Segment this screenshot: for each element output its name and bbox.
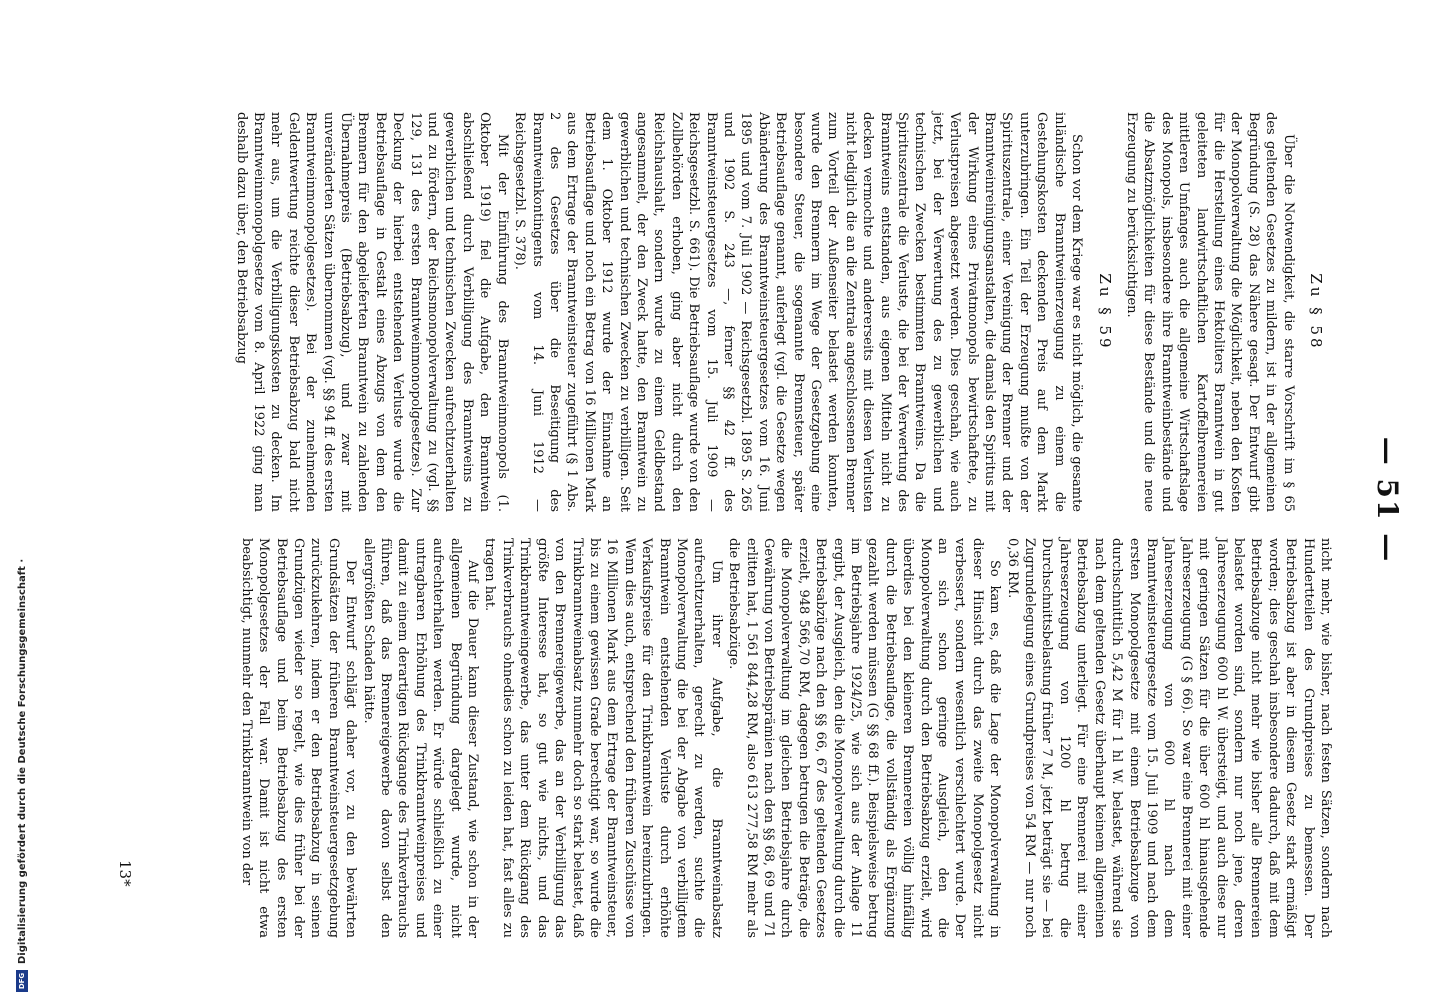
section-heading: Zu § 59 — [1095, 273, 1114, 351]
paragraph: So kam es, daß die Lage der Monopolverwaltung in dieser Hinsicht durch das zweite Monopolgesetz nicht verbessert, sondern wesentlich verschlechtert wurde. Der an sich schon geringe Ausgleich, den die Monopolverwaltung durch den Betriebsabzug erzielt, wird überdies bei den kleineren Brennereien völlig hinfällig durch die Betriebsauflage, die vollständig als Ergänzung gezahlt werden müssen (G §§ 68 ff.). Beispielsweise betrug im Betriebsjahre 1924/25, wie sich aus der Anlage 11 ergibt, der Ausgleich, den die Monopolverwaltung durch die Betriebsabzüge nach den §§ 66, 67 des geltenden Gesetzes erzielt, 948 566,70 RM, dagegen betrugen die Beträge, die die Monopolverwaltung im gleichen Betriebsjahre durch Gewährung von Betriebsprämien nach den §§ 68, 69 und 71 erlitten hat, 1 561 844,28 RM, also 613 277,58 RM mehr als die Betriebsabzüge. — [726, 538, 1003, 938]
right-column — [237, 538, 1334, 938]
digitization-credit — [14, 0, 30, 1000]
paragraph: Um ihrer Aufgabe, die Branntweinabsatz aufrechtzuerhalten, gerecht zu werden, suchte die Monopolverwaltung die bei der Abgabe von verbilligtem Branntwein entstehenden Verluste durch erhöhte Verkaufspreise für den Trinkbranntwein hereinzubringen. Wenn dies auch, entsprechend den früheren Zuschüsse von 16 Millionen Mark aus dem Ertrage der Branntweinsteuer, bis zu einem gewissen Grade berechtigt war, so wurde die Trinkbranntweinabsatz nunmehr doch so stark belastet, daß von den Brennereigewerbe, das an der Verbilligung das größte Interesse hat, so gut wie nichts, und das Trinkbranntweingewerbe, das unter dem Rückgang des Trinkverbrauchs ohnedies schon zu leiden hat, fast alles zu tragen hat. — [482, 538, 724, 938]
paragraph: Schon vor dem Kriege war es nicht möglich, die gesamte inländische Branntweinerzeugung zu einem die Gestehungskosten deckenden Preis auf dem Markt unterzubringen. Ein Teil der Erzeugung mußte von der Spirituszentrale, einer Vereinigung der Brenner und der Branntweinreinigungsanstalten, die damals den Spiritus mit der Wirkung eines Privatmonopols bewirtschaftete, zu Verlustpreisen abgesetzt werden. Dies geschah, wie auch jetzt, bei der Verwertung des zu gewerblichen und technischen Zwecken bestimmten Branntweins. Da die Spirituszentrale die Verluste, die bei der Verwertung des Branntweins entstanden, aus eigenen Mitteln nicht zu decken vermochte und andererseits mit diesen Verlusten nicht lediglich die an die Zentrale angeschlossenen Brenner zum Vorteil der Außenseiter belastet werden konnten, wurde den Brennern im Wege der Gesetzgebung eine besondere Steuer, die sogenannte Brennsteuer, später Betriebsauflage genannt, auferlegt (vgl. die Gesetze wegen Abänderung des Branntweinsteuergesetzes vom 16. Juni 1895 und vom 7. Juli 1902 — Reichsgesetzbl. 1895 S. 265 und 1902 S. 243 —, ferner §§ 42 ff. des Branntweinsteuergesetzes vom 15. Juli 1909 — Reichsgesetzbl. S. 661). Die Betriebsauflage wurde von den Zollbehörden erhoben, ging aber nicht durch den Reichshaushalt, sondern wurde zu einem Geldbestand angesammelt, der den Zweck hatte, den Branntwein zu gewerblichen und technischen Zwecken zu verbilligen. Seit dem 1. Oktober 1912 wurde der Einnahme an Betriebsauflage und noch ein Betrag von 16 Millionen Mark aus dem Ertrage der Branntweinsteuer zugeführt (§ 1 Abs. 2 des Gesetzes über die Beseitigung des Branntweinkontingents vom 14. Juni 1912 — Reichsgesetzbl. S. 378). — [512, 112, 1085, 512]
page-number: — 51 — — [1371, 436, 1404, 564]
left-column — [232, 112, 1334, 512]
paragraph: Der Entwurf schlägt daher vor, zu den bewährten Grundsätzen der früheren Branntweinsteuergesetzgebung zurückzukehren, indem er den Betriebsabzug in seinen Grundzügen wieder so regelt, wie dies früher bei der Betriebsauflage und beim Betriebsabzug des ersten Monopolgesetzes der Fall war. Damit ist nicht etwa beabsichtigt, nunmehr den Trinkbranntwein von der — [238, 538, 359, 938]
paragraph: Auf die Dauer kann dieser Zustand, wie schon in der allgemeinen Begründung dargelegt wurde, nicht aufrechterhalten werden. Er würde schließlich zu einer untragbaren Erhöhung des Trinkbranntweinpreises und damit zu einem derartigen Rückgange des Trinkverbrauchs führen, daß das Brennereigewerbe davon selbst den allergrößten Schaden hätte. — [360, 538, 481, 938]
paragraph: Mit der Einführung des Branntweinmonopols (1. Oktober 1919) fiel die Aufgabe, den Branntwein abschließend durch Verbilligung des Branntweins zu gewerblichen und technischen Zwecken aufrechtzuerhalten und zu fördern, der Reichsmonopolverwaltung zu (vgl. §§ 129, 131 des ersten Branntweinmonopolgesetzes). Zur Deckung der hierbei entstehenden Verluste wurde die Betriebsauflage in Gestalt eines Abzugs von dem den Brennern für den abgelieferten Branntwein zu zahlenden Übernahmepreis (Betriebsabzug), und zwar mit unveränderten Sätzen übernommen (vgl. §§ 94 ff. des ersten Branntweinmonopolgesetzes). Bei der zunehmenden Geldentwertung reichte dieser Betriebsabzug bald nicht mehr aus, um die Verbilligungskosten zu decken. Im Branntweinmonopolgesetze vom 8. April 1922 ging man deshalb dazu über, den Betriebsabzug — [233, 112, 510, 512]
sheet-signature: 13* — [116, 860, 134, 887]
dfg-logo-icon: DFG — [16, 970, 28, 992]
paragraph: Über die Notwendigkeit, die starre Vorschrift im § 65 des geltenden Gesetzes zu mildern, ist in der allgemeinen Begründung (S. 28) das Nähere gesagt. Der Entwurf gibt der Monopolverwaltung die Möglichkeit, neben den Kosten für die Herstellung eines Hektoliters Branntwein in gut geleiteten landwirtschaftlichen Kartoffelbrennereien mittleren Umfanges auch die allgemeine Wirtschaftslage des Monopols, insbesondere ihre Branntweinbestände und die Absatzmöglichkeiten für diese Bestände und die neue Erzeugung zu berücksichtigen. — [1123, 112, 1296, 512]
section-heading: Zu § 58 — [1307, 273, 1325, 351]
paragraph: nicht mehr, wie bisher, nach festen Sätzen, sondern nach Hundertteilen des Grundpreises zu bemessen. Der Betriebsabzug ist aber in diesem Gesetz stark ermäßigt worden; dies geschah insbesondere dadurch, daß mit dem Betriebsabzuge nicht mehr wie bisher alle Brennereien belastet worden sind, sondern nur noch jene, deren Jahreserzeugung 600 hl W. übersteigt, und auch diese nur mit geringen Sätzen für die über 600 hl hinausgehende Jahreserzeugung (G § 66). So war eine Brennerei mit einer Jahreserzeugung von 600 hl nach dem Branntweinsteuergesetze vom 15. Juli 1909 und nach dem ersten Monopolgesetze mit einem Betriebsabzuge von durchschnittlich 5,42 M für 1 hl W. belastet, während sie nach dem geltenden Gesetz überhaupt keinem allgemeinen Betriebsabzug unterliegt. Für eine Brennerei mit einer Jahreserzeugung von 1200 hl betrug die Durchschnittsbelastung früher 7 M, jetzt beträgt sie — bei Zugrundelegung eines Grundpreises von 54 RM — nur noch 0,36 RM. — [1004, 538, 1333, 938]
credit-text: Digitalisierung gefördert durch die Deutsche Forschungsgemeinschaft · — [16, 558, 28, 964]
